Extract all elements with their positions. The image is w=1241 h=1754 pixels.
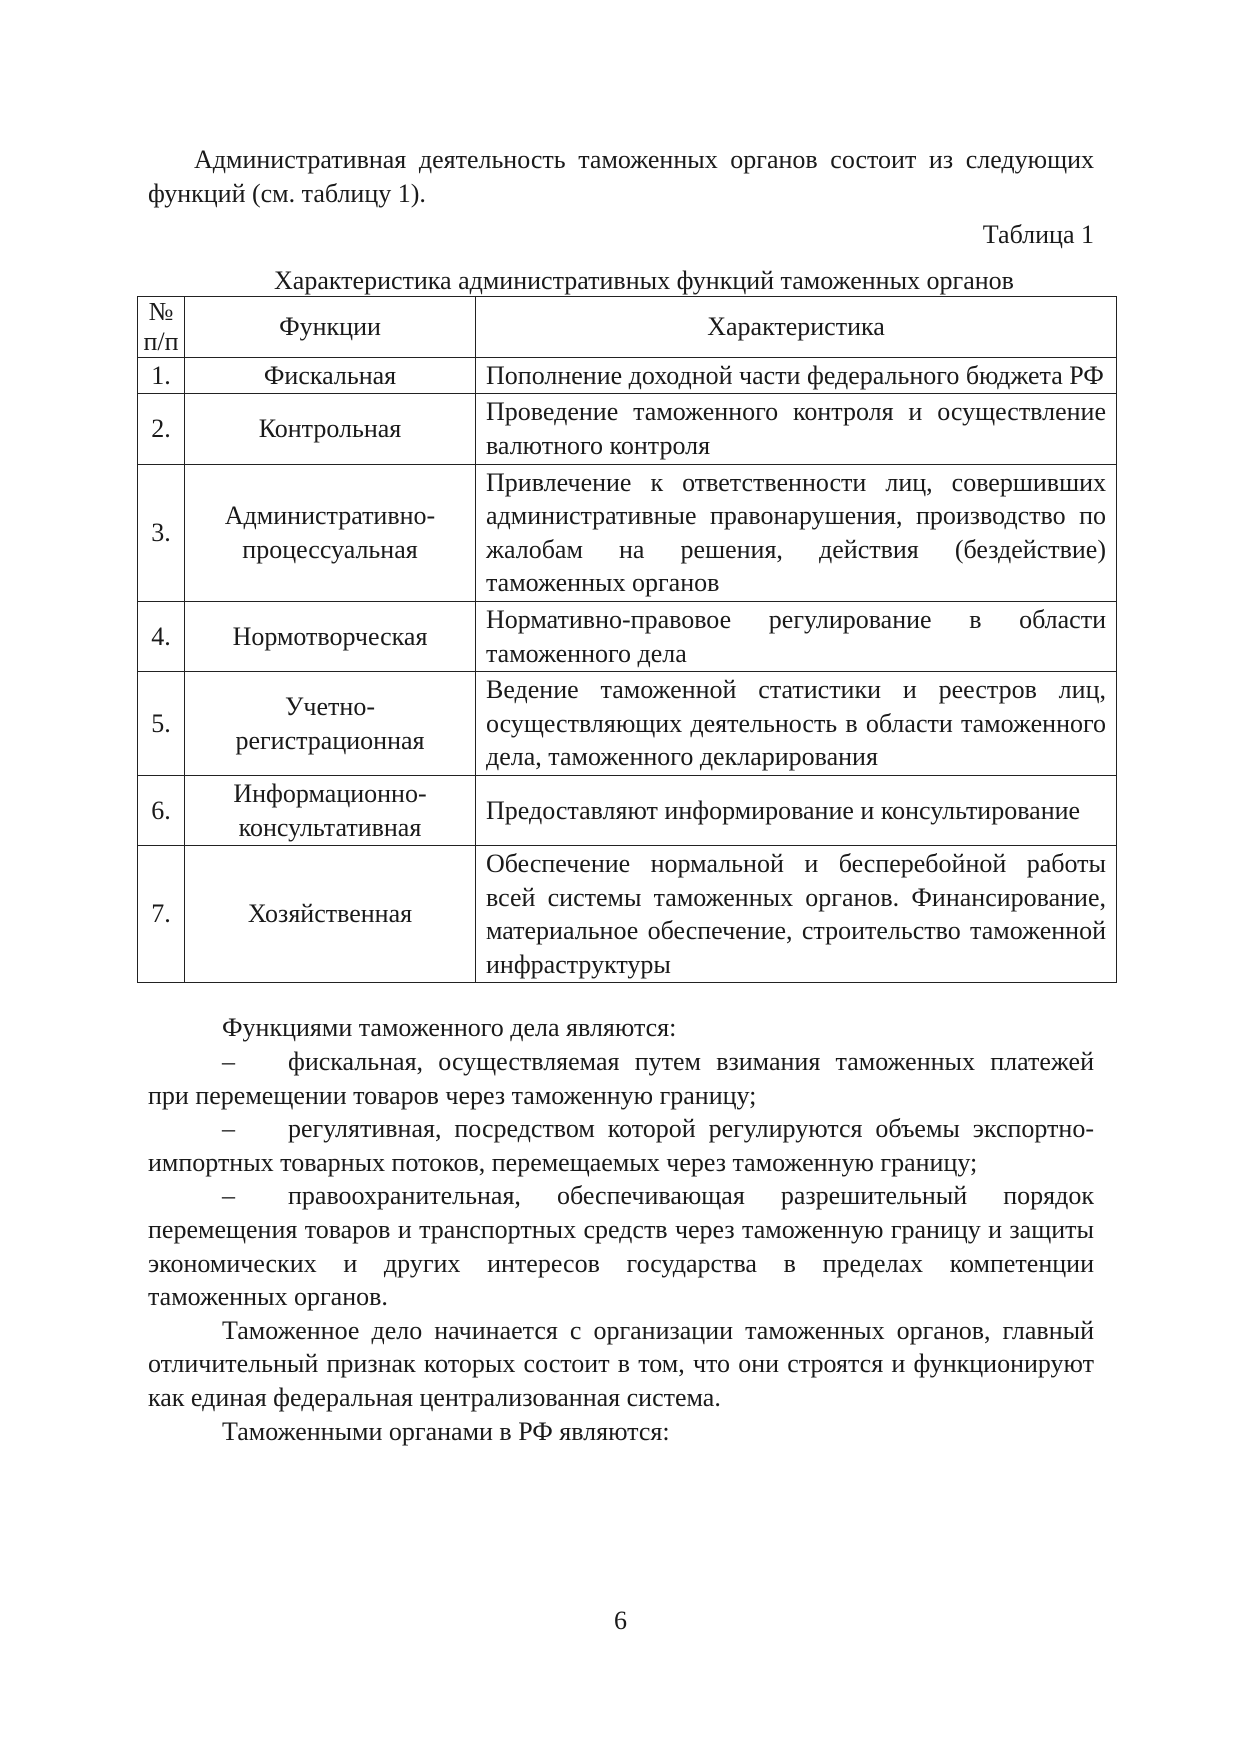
intro-paragraph: Административная деятельность таможенных органов состоит из следующих функций (см. таблицу 1). [148, 145, 1094, 208]
dash-marker: – [222, 1114, 235, 1144]
row-num: 2. [138, 394, 185, 464]
page-content [143, 143, 1106, 1448]
header-functions: Функции [185, 296, 476, 357]
row-num: 6. [138, 775, 185, 845]
page-number: 6 [614, 1606, 627, 1635]
table-row [138, 775, 1117, 845]
table-row [138, 601, 1117, 671]
header-num: № п/п [138, 296, 185, 357]
row-function: Хозяйственная [185, 846, 476, 983]
table-row [138, 846, 1117, 983]
table-row [138, 464, 1117, 601]
table-row [138, 672, 1117, 776]
row-num: 7. [138, 846, 185, 983]
row-num: 5. [138, 672, 185, 776]
row-characteristic: Ведение таможенной статистики и реестров лиц, осуществляющих деятельность в области таможенного дела, таможенного декларирования [476, 672, 1117, 776]
functions-table [137, 296, 1117, 984]
row-characteristic: Нормативно-правовое регулирование в области таможенного дела [476, 601, 1117, 671]
customs-paragraph: Таможенное дело начинается с организации таможенных органов, главный отличительный признак которых состоит в том, что они строятся и функционируют как единая федеральная централизованная система. [148, 1315, 1094, 1412]
customs-bodies-paragraph: Таможенными органами в РФ являются: [222, 1416, 670, 1446]
row-characteristic: Обеспечение нормальной и бесперебойной работы всей системы таможенных органов. Финансирование, материальное обеспечение, строительство таможенной инфраструктуры [476, 846, 1117, 983]
functions-intro: Функциями таможенного дела являются: [222, 1013, 677, 1043]
table-row [138, 394, 1117, 464]
row-characteristic: Привлечение к ответственности лиц, совершивших административные правонарушения, производство по жалобам на решения, действия (бездействие) таможенных органов [476, 464, 1117, 601]
list-item: – правоохранительная, обеспечивающая разрешительный порядок перемещения товаров и транспортных средств через таможенную границу и защиты экономических и других интересов государства в пределах компетенции таможенных органов. [148, 1181, 1094, 1312]
row-function: Контрольная [185, 394, 476, 464]
row-characteristic: Предоставляют информирование и консультирование [476, 775, 1117, 845]
row-num: 3. [138, 464, 185, 601]
list-item: – фискальная, осуществляемая путем взимания таможенных платежей при перемещении товаров через таможенную границу; [148, 1047, 1094, 1110]
dash-marker: – [222, 1047, 235, 1077]
table-caption: Характеристика административных функций таможенных органов [274, 265, 1014, 295]
row-function: Информационно- консультативная [185, 775, 476, 845]
row-num: 1. [138, 357, 185, 394]
header-characteristic: Характеристика [476, 296, 1117, 357]
row-num: 4. [138, 601, 185, 671]
row-function: Учетно- регистрационная [185, 672, 476, 776]
row-characteristic: Проведение таможенного контроля и осуществление валютного контроля [476, 394, 1117, 464]
table-header-row [138, 296, 1117, 357]
row-function: Административно- процессуальная [185, 464, 476, 601]
list-item: – регулятивная, посредством которой регулируются объемы экспортно-импортных товарных потоков, перемещаемых через таможенную границу; [148, 1114, 1094, 1177]
dash-marker: – [222, 1181, 235, 1211]
row-function: Нормотворческая [185, 601, 476, 671]
table-row [138, 357, 1117, 394]
row-characteristic: Пополнение доходной части федерального бюджета РФ [476, 357, 1117, 394]
table-label: Таблица 1 [982, 220, 1094, 250]
row-function: Фискальная [185, 357, 476, 394]
